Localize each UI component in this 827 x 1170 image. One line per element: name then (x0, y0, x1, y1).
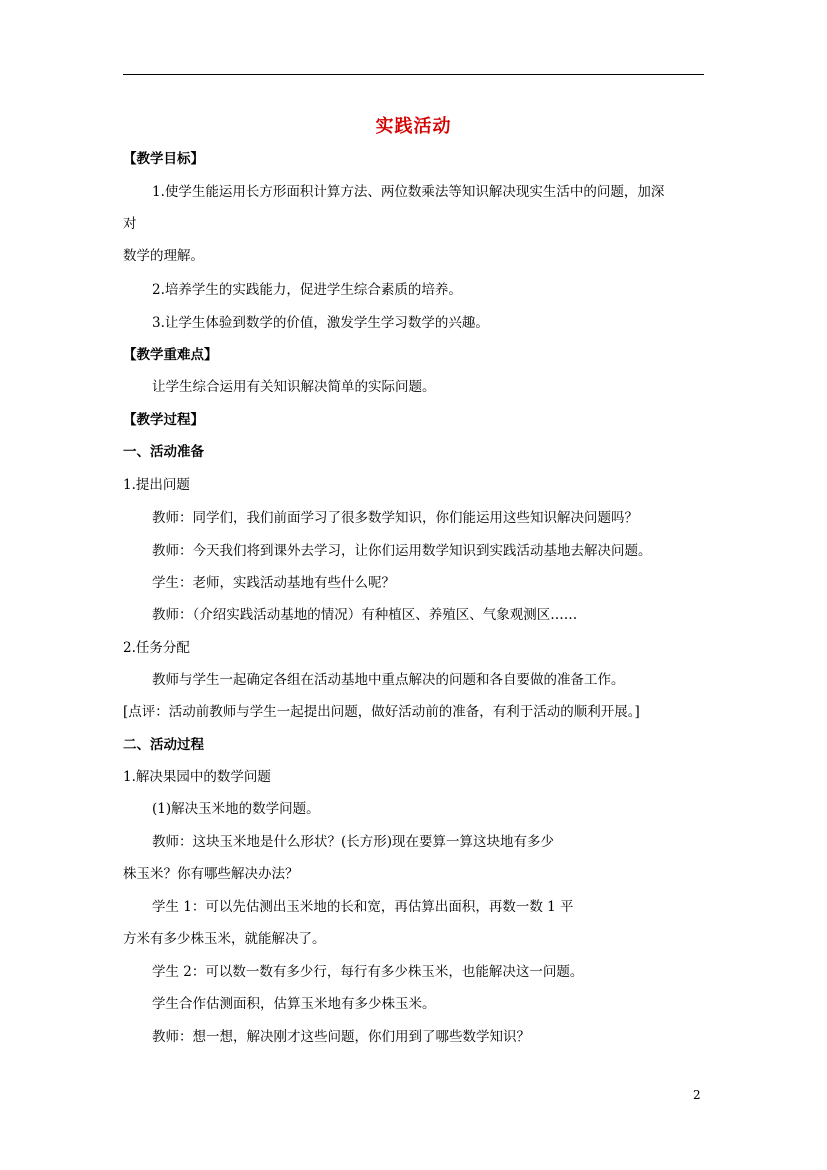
dialogue-line: 教师：想一想，解决刚才这些问题，你们用到了哪些数学知识？ (152, 1029, 530, 1045)
dialogue-line: 学生：老师，实践活动基地有些什么呢？ (152, 575, 395, 591)
section-activity-preparation: 一、活动准备 (123, 444, 204, 460)
dialogue-line: 教师：（介绍实践活动基地的情况）有种植区、养殖区、气象观测区…… (152, 607, 578, 623)
page-title: 实践活动 (375, 116, 452, 137)
page-number: 2 (693, 1088, 701, 1102)
dialogue-line: 教师：同学们，我们前面学习了很多数学知识，你们能运用这些知识解决问题吗？ (152, 510, 638, 526)
heading-teaching-objectives: 【教学目标】 (123, 151, 204, 167)
subsection-task-assignment: 2.任务分配 (123, 640, 190, 656)
objective-1-line: 1.使学生能运用长方形面积计算方法、两位数乘法等知识解决现实生活中的问题，加深 (152, 184, 665, 200)
paragraph-text: 教师与学生一起确定各组在活动基地中重点解决的问题和各自要做的准备工作。 (152, 672, 625, 688)
dialogue-line: 教师：今天我们将到课外去学习，让你们运用数学知识到实践活动基地去解决问题。 (152, 543, 652, 559)
objective-1-continuation: 数学的理解。 (123, 248, 204, 264)
heading-key-difficulties: 【教学重难点】 (123, 347, 218, 363)
key-difficulty-text: 让学生综合运用有关知识解决简单的实际问题。 (152, 379, 436, 395)
objective-1-wrap: 对 (123, 216, 137, 232)
subsection-orchard-problems: 1.解决果园中的数学问题 (123, 769, 271, 785)
dialogue-line: 教师：这块玉米地是什么形状？(长方形)现在要算一算这块地有多少 (152, 834, 555, 850)
dialogue-line: 学生 2：可以数一数有多少行，每行有多少株玉米，也能解决这一问题。 (152, 964, 584, 980)
subitem-corn-field: (1)解决玉米地的数学问题。 (152, 801, 320, 817)
objective-3: 3.让学生体验到数学的价值，激发学生学习数学的兴趣。 (152, 315, 489, 331)
subsection-raise-questions: 1.提出问题 (123, 477, 190, 493)
header-rule (123, 74, 704, 75)
section-activity-process: 二、活动过程 (123, 737, 204, 753)
heading-teaching-process: 【教学过程】 (123, 412, 204, 428)
objective-2: 2.培养学生的实践能力，促进学生综合素质的培养。 (152, 282, 462, 298)
dialogue-continuation: 方米有多少株玉米，就能解决了。 (123, 931, 326, 947)
dialogue-continuation: 株玉米？你有哪些解决办法？ (123, 866, 299, 882)
paragraph-text: 学生合作估测面积，估算玉米地有多少株玉米。 (152, 996, 436, 1012)
comment-note: [点评：活动前教师与学生一起提出问题，做好活动前的准备，有利于活动的顺利开展。] (123, 704, 640, 720)
dialogue-line: 学生 1：可以先估测出玉米地的长和宽，再估算出面积，再数一数 1 平 (152, 899, 574, 915)
